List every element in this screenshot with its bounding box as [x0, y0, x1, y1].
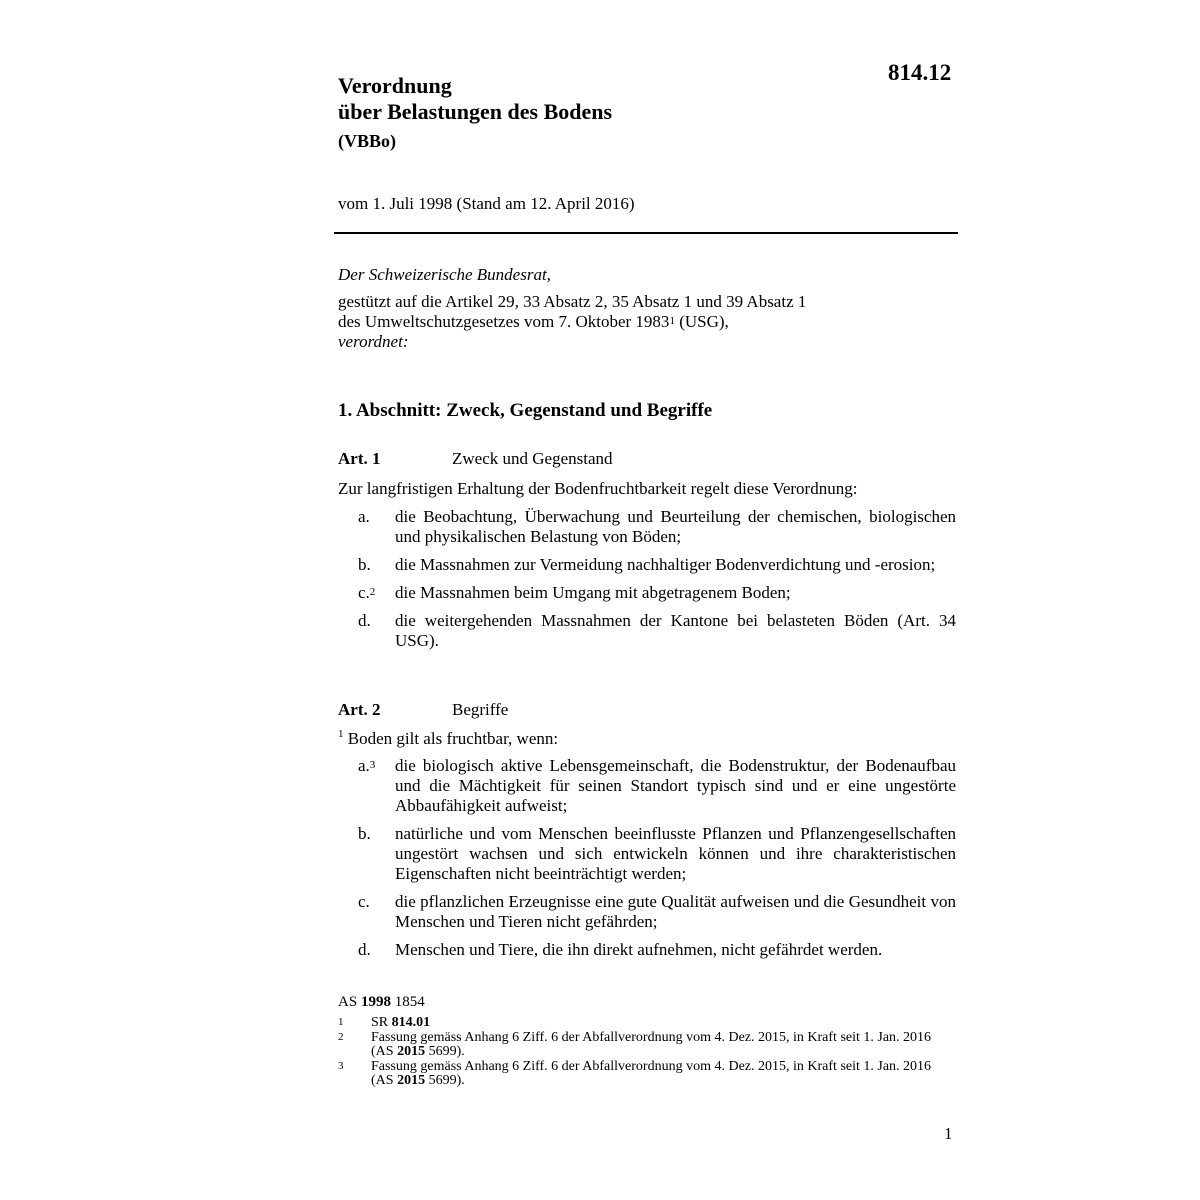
sr-number: 814.12 [888, 60, 952, 85]
article-1-heading [338, 449, 613, 469]
footnote-text: SR 814.01 [371, 1015, 431, 1030]
list-item-label: a.$^3$ [358, 756, 376, 775]
preamble-basis-1: gestützt auf die Artikel 29, 33 Absatz 2, 35 Absatz 1 und 39 Absatz 1 [338, 292, 807, 311]
article-1-number: Art. 1 [338, 449, 381, 468]
article-2-number: Art. 2 [338, 700, 381, 719]
footnote [338, 1016, 948, 1030]
header-divider [334, 232, 958, 234]
section-title: 1. Abschnitt: Zweck, Gegenstand und Begriffe [338, 400, 713, 421]
list-item-text: die pflanzlichen Erzeugnisse eine gute Qualität aufweisen und die Gesundheit von Menschen und Tieren nicht gefährden; [395, 892, 956, 931]
date-line: vom 1. Juli 1998 (Stand am 12. April 2016) [338, 194, 635, 213]
list-item-label: d. [358, 940, 371, 959]
as-page: 1854 [390, 994, 425, 1010]
list-item [338, 892, 956, 932]
article-2-list [338, 756, 956, 968]
footnote-number: 2 [338, 1031, 344, 1043]
footnote-ref[interactable]: 3 [369, 759, 376, 771]
list-item-text: die Massnahmen beim Umgang mit abgetragenem Boden; [395, 583, 791, 602]
footnote-ref[interactable]: 2 [369, 586, 376, 598]
article-1-intro: Zur langfristigen Erhaltung der Bodenfruchtbarkeit regelt diese Verordnung: [338, 479, 858, 498]
footnote-text: Fassung gemäss Anhang 6 Ziff. 6 der Abfallverordnung vom 4. Dez. 2015, in Kraft seit 1. Jan. 2016 (AS 2015 5699). [371, 1030, 932, 1059]
list-item-text: die weitergehenden Massnahmen der Kantone bei belasteten Böden (Art. 34 USG). [395, 611, 956, 650]
as-year: 1998 [360, 994, 391, 1010]
list-item-label: b. [358, 824, 371, 843]
list-item [338, 507, 956, 547]
list-item [338, 940, 956, 960]
list-item [338, 824, 956, 884]
list-item-text: Menschen und Tiere, die ihn direkt aufnehmen, nicht gefährdet werden. [395, 940, 883, 959]
list-item [338, 583, 956, 603]
page-number: 1 [944, 1124, 953, 1143]
list-item [338, 611, 956, 651]
footnote-number: 3 [338, 1060, 344, 1072]
footnote [338, 1060, 948, 1088]
list-item-text: die Massnahmen zur Vermeidung nachhaltiger Bodenverdichtung und -erosion; [395, 555, 936, 574]
basis-text: des Umweltschutzgesetzes vom 7. Oktober 1983 [338, 312, 670, 331]
footnote [338, 1031, 948, 1059]
article-2-heading [338, 700, 508, 720]
footnote-number: 1 [338, 1016, 344, 1028]
list-item-label: c. [358, 892, 370, 911]
footnotes [338, 1016, 948, 1089]
list-item-label: d. [358, 611, 371, 630]
footnote-text: Fassung gemäss Anhang 6 Ziff. 6 der Abfallverordnung vom 4. Dez. 2015, in Kraft seit 1. Jan. 2016 (AS 2015 5699). [371, 1059, 932, 1088]
list-item-label: b. [358, 555, 371, 574]
article-2-intro [338, 729, 558, 749]
document-abbreviation: (VBBo) [338, 131, 396, 151]
list-item [338, 756, 956, 816]
as-reference [338, 994, 425, 1011]
footnote-ref-1[interactable]: 1 [669, 315, 675, 327]
list-item-text: natürliche und vom Menschen beeinflusste Pflanzen und Pflanzengesellschaften ungestört wachsen und sich entwickeln können und ihre charakteristischen Eigenschaften nicht beeinträchtigt werden; [395, 824, 956, 883]
article-2-title: Begriffe [452, 700, 509, 719]
as-prefix: AS [338, 994, 361, 1010]
list-item-text: die biologisch aktive Lebensgemeinschaft, die Bodenstruktur, der Bodenaufbau und die Mächtigkeit für seinen Standort typisch sind und er eine ungestörte Abbaufähigkeit aufweist; [395, 756, 956, 815]
list-item-label: a. [358, 507, 370, 526]
list-item-label: c.$^2$ [358, 583, 376, 602]
preamble-basis-2 [338, 312, 958, 332]
article-1-title: Zweck und Gegenstand [452, 449, 613, 468]
article-2-intro-text: Boden gilt als fruchtbar, wenn: [343, 729, 559, 748]
article-1-list [338, 507, 956, 659]
preamble-decree: verordnet: [338, 332, 409, 351]
list-item [338, 555, 956, 575]
preamble [338, 265, 958, 352]
title-line-1: Verordnung [338, 73, 452, 98]
document-title [338, 73, 612, 125]
paragraph-number: 1 [338, 728, 344, 740]
list-item-text: die Beobachtung, Überwachung und Beurteilung der chemischen, biologischen und physikalischen Belastung von Böden; [395, 507, 956, 546]
preamble-authority: Der Schweizerische Bundesrat, [338, 265, 551, 284]
basis-text-end: (USG), [674, 312, 729, 331]
title-line-2: über Belastungen des Bodens [338, 99, 613, 124]
